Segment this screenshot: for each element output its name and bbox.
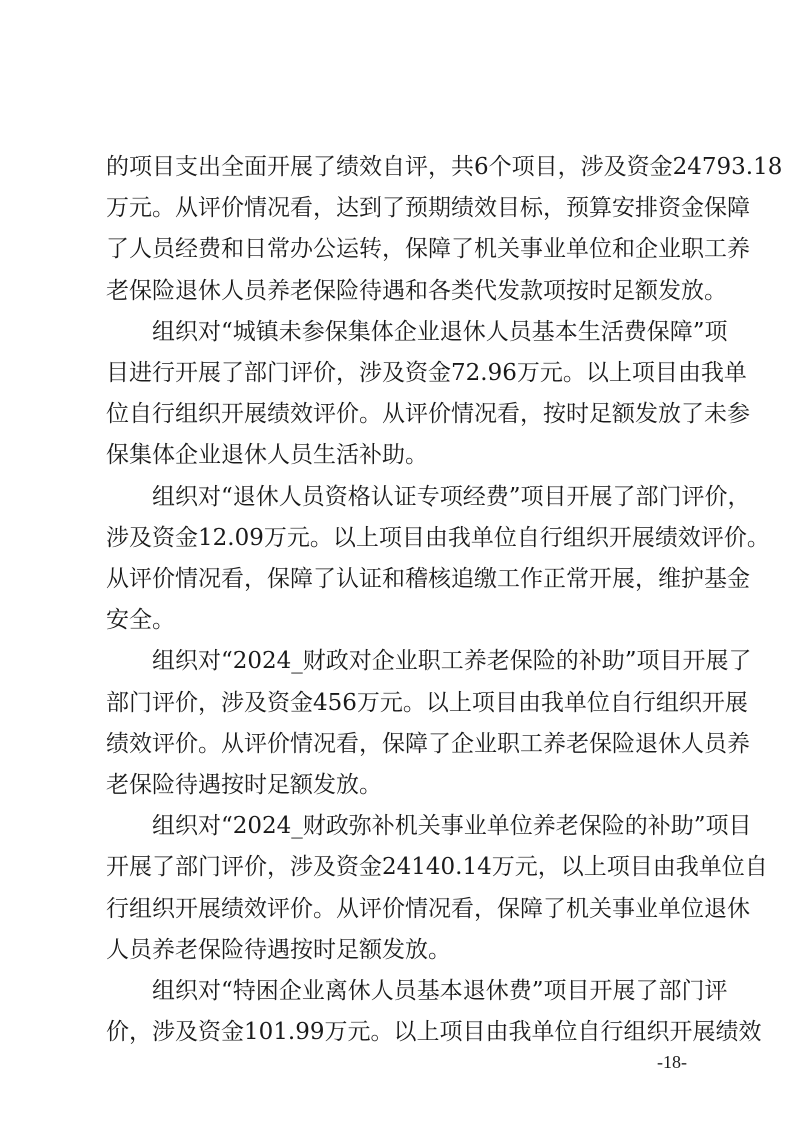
- text-line: 目进行开展了部门评价，涉及资金72.96万元。以上项目由我单: [106, 360, 747, 386]
- text-line: 位自行组织开展绩效评价。从评价情况看，按时足额发放了未参: [106, 401, 750, 428]
- text-line: 万元。从评价情况看，达到了预期绩效目标，预算安排资金保障: [106, 195, 750, 222]
- paragraph-first-line: 组织对“特困企业离休人员基本退休费”项目开展了部门评: [152, 978, 728, 1004]
- page-number: -18-: [657, 1052, 687, 1072]
- text-line: 涉及资金12.09万元。以上项目由我单位自行组织开展绩效评价。: [106, 524, 770, 551]
- text-line: 安全。: [106, 607, 175, 634]
- text-line: 保集体企业退休人员生活补助。: [106, 442, 428, 469]
- text-line: 老保险待遇按时足额发放。: [106, 772, 382, 798]
- paragraph-first-line: 组织对“城镇未参保集体企业退休人员基本生活费保障”项: [152, 318, 728, 345]
- text-line: 价，涉及资金101.99万元。以上项目由我单位自行组织开展绩效: [106, 1019, 762, 1046]
- text-line: 了人员经费和日常办公运转，保障了机关事业单位和企业职工养: [106, 236, 750, 263]
- text-line: 的项目支出全面开展了绩效自评，共6个项目，涉及资金24793.18: [106, 154, 783, 180]
- text-line: 老保险退休人员养老保险待遇和各类代发款项按时足额发放。: [106, 277, 727, 304]
- paragraph-first-line: 组织对“2024_财政对企业职工养老保险的补助”项目开展了: [152, 648, 752, 675]
- text-line: 开展了部门评价，涉及资金24140.14万元，以上项目由我单位自: [106, 854, 768, 881]
- paragraph-first-line: 组织对“退休人员资格认证专项经费”项目开展了部门评价，: [152, 483, 751, 510]
- text-line: 人员养老保险待遇按时足额发放。: [106, 936, 451, 963]
- text-line: 绩效评价。从评价情况看，保障了企业职工养老保险退休人员养: [106, 730, 750, 757]
- text-line: 部门评价，涉及资金456万元。以上项目由我单位自行组织开展: [106, 689, 748, 716]
- text-line: 从评价情况看，保障了认证和稽核追缴工作正常开展，维护基金: [106, 566, 750, 592]
- paragraph-first-line: 组织对“2024_财政弥补机关事业单位养老保险的补助”项目: [152, 813, 752, 840]
- text-line: 行组织开展绩效评价。从评价情况看，保障了机关事业单位退休: [106, 895, 750, 922]
